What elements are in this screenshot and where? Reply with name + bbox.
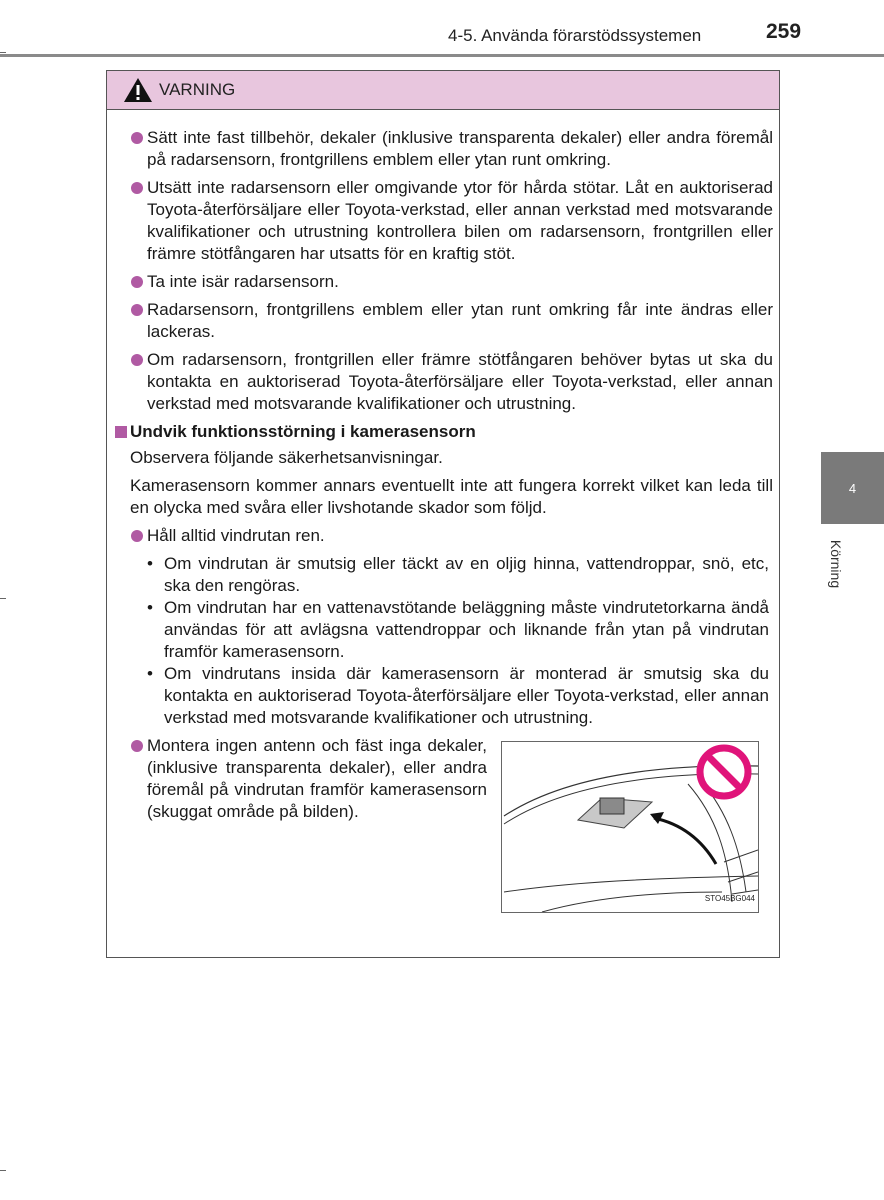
sub-item-text: Om vindrutan har en vattenavstötande beläggning måste vindrutetorkarna ändå användas för att avlägsna vattendroppar och liknande från ytan på vindrutan framför kamerasensorn. [164, 598, 769, 661]
warning-triangle-icon [123, 77, 153, 103]
chapter-label: Körning [828, 539, 844, 589]
sub-list-item [107, 597, 781, 663]
sub-item-text: Om vindrutan är smutsig eller täckt av en oljig hinna, vattendroppar, snö, etc, ska den rengöras. [164, 554, 769, 595]
bullet-text: Radarsensorn, frontgrillens emblem eller ytan runt omkring får inte ändras eller lackeras. [147, 300, 773, 341]
edge-tick [0, 52, 6, 53]
page-number: 259 [766, 20, 802, 43]
header-rule [0, 54, 884, 57]
bullet-text: Om radarsensorn, frontgrillen eller främre stötfångaren behöver bytas ut ska du kontakta en auktoriserad Toyota-återförsäljare eller Toyota-verkstad, eller annan verkstad med motsvarande kvalifikationer och utrustning. [147, 350, 773, 413]
bullet-text: Håll alltid vindrutan ren. [147, 526, 325, 545]
bullet-text: Montera ingen antenn och fäst inga dekaler, (inklusive transparenta dekaler), eller andra föremål på vindrutan framför kamerasensorn (skuggat område på bilden). [147, 736, 487, 821]
edge-tick [0, 598, 6, 599]
list-item [107, 735, 495, 823]
header-title: 4-5. Använda förarstödssystemen [448, 26, 702, 45]
bullet-dot-icon [131, 530, 143, 542]
heading-text: Undvik funktionsstörning i kamerasensorn [130, 422, 476, 441]
sub-list [107, 553, 781, 729]
windshield-figure [501, 741, 759, 913]
bullet-text: Utsätt inte radarsensorn eller omgivande ytor för hårda stötar. Låt en auktoriserad Toyota-återförsäljare eller Toyota-verkstad, eller annan verkstad med motsvarande kvalifikationer och utrustning kontrollera bilen om radarsensorn, frontgrillen eller främre stötfångaren har utsatts för en kraftig stöt. [147, 178, 773, 263]
sub-list-item [107, 663, 781, 729]
list-item [107, 271, 781, 293]
antenna-row [107, 735, 781, 913]
bullet-text: Ta inte isär radarsensorn. [147, 272, 339, 291]
bullet-dot-icon [131, 740, 143, 752]
sub-list-item [107, 553, 781, 597]
bullet-dot-icon [131, 276, 143, 288]
paragraph: Observera följande säkerhetsanvisningar. [130, 448, 443, 467]
sub-bullet: • [147, 598, 153, 617]
list-item [107, 127, 781, 171]
warning-header [107, 71, 779, 110]
bullet-text: Sätt inte fast tillbehör, dekaler (inklusive transparenta dekaler) eller andra föremål på radarsensorn, frontgrillens emblem eller ytan runt omkring. [147, 128, 773, 169]
bullet-dot-icon [131, 182, 143, 194]
warning-title: VARNING [159, 80, 236, 99]
bullet-dot-icon [131, 304, 143, 316]
list-item [107, 349, 781, 415]
bullet-dot-icon [131, 132, 143, 144]
list-item [107, 525, 781, 547]
sub-bullet: • [147, 554, 153, 573]
chapter-tab [821, 452, 884, 524]
list-item [107, 299, 781, 343]
warning-box [106, 70, 780, 958]
bullet-dot-icon [131, 354, 143, 366]
edge-tick [0, 1170, 6, 1171]
sub-item-text: Om vindrutans insida där kamerasensorn är monterad är smutsig ska du kontakta en auktoriserad Toyota-återförsäljare eller Toyota-verkstad, eller annan verkstad med motsvarande kvalifikationer och utrustning. [164, 664, 769, 727]
figure-code: STO45BG044 [704, 894, 755, 903]
sub-bullet: • [147, 664, 153, 683]
chapter-number: 4 [848, 480, 857, 496]
heading-square-icon [115, 426, 127, 438]
warning-content [107, 127, 781, 913]
section-heading [107, 421, 781, 443]
list-item [107, 177, 781, 265]
paragraph: Kamerasensorn kommer annars eventuellt inte att fungera korrekt vilket kan leda till en olycka med svåra eller livshotande skador som följd. [130, 476, 773, 517]
windshield-camera-illustration [502, 742, 758, 912]
